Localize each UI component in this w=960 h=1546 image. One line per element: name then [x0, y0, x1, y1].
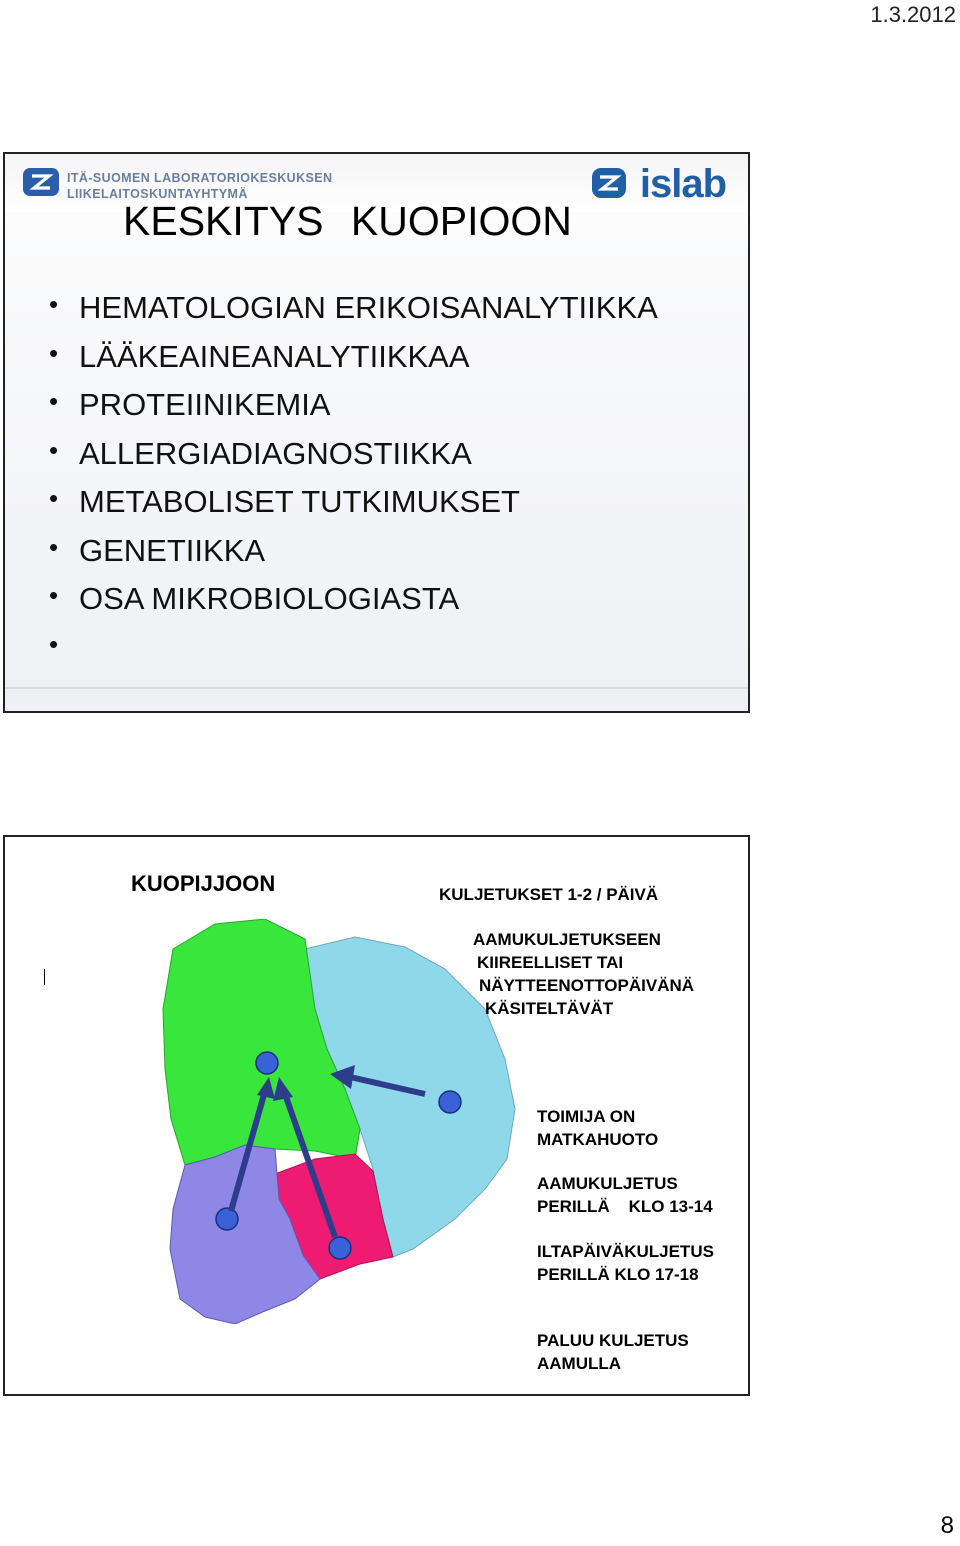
afternoon-arrival-note [537, 1240, 714, 1286]
map-marker-kuopio [256, 1052, 278, 1074]
bullet-item: • OSA MIKROBIOLOGIASTA [49, 581, 658, 630]
provider-note [537, 1105, 658, 1151]
bullet-item: • HEMATOLOGIAN ERIKOISANALYTIIKKA [49, 290, 658, 339]
return-transport-note [537, 1329, 689, 1375]
organization-name-line-2: LIIKELAITOSKUNTAYHTYMÄ [67, 187, 248, 201]
transport-frequency: KULJETUKSET 1-2 / PÄIVÄ [439, 885, 659, 904]
slide-heading: KUOPIJJOON [131, 871, 276, 896]
morning-line-2: KIIREELLISET TAI [477, 953, 624, 972]
map-marker-mikkeli [329, 1237, 351, 1259]
stray-mark [44, 969, 45, 985]
morning-arrival-line-2: PERILLÄ KLO 13-14 [537, 1197, 713, 1216]
bullet-list [49, 290, 658, 678]
return-line-2: AAMULLA [537, 1354, 622, 1373]
afternoon-line-1: ILTAPÄIVÄKULJETUS [537, 1242, 714, 1261]
morning-line-4: KÄSITELTÄVÄT [485, 999, 614, 1018]
bullet-item: • GENETIIKKA [49, 533, 658, 582]
slide-kuljetukset [3, 835, 750, 1396]
map-marker-joensuu [439, 1091, 461, 1113]
bullet-item: • PROTEIINIKEMIA [49, 387, 658, 436]
slide-keskitys [3, 152, 750, 713]
morning-arrival-line-1: AAMUKULJETUS [537, 1174, 678, 1193]
page-number: 8 [940, 1512, 954, 1539]
bullet-item: • LÄÄKEAINEANALYTIIKKAA [49, 339, 658, 388]
bullet-item: • METABOLISET TUTKIMUKSET [49, 484, 658, 533]
afternoon-line-2: PERILLÄ KLO 17-18 [537, 1265, 699, 1284]
return-line-1: PALUU KULJETUS [537, 1331, 689, 1350]
morning-line-3: NÄYTTEENOTTOPÄIVÄNÄ [479, 976, 695, 995]
morning-line-1: AAMUKULJETUKSEEN [473, 930, 661, 949]
bullet-item [49, 630, 658, 679]
organization-name-line-1: ITÄ-SUOMEN LABORATORIOKESKUKSEN [67, 171, 333, 185]
islab-wordmark: islab [639, 162, 726, 206]
provider-line-2: MATKAHUOTO [537, 1130, 659, 1149]
bullet-item: • ALLERGIADIAGNOSTIIKKA [49, 436, 658, 485]
slide-footer-line [5, 687, 748, 689]
morning-transport-note [473, 928, 694, 1020]
morning-arrival-note [537, 1172, 713, 1218]
map-marker-savonlinna [216, 1208, 238, 1230]
provider-line-1: TOIMIJA ON [537, 1107, 636, 1126]
islab-logo-icon [592, 168, 626, 198]
issakoon-logo-icon [23, 168, 59, 196]
slide-title: KESKITYS KUOPIOON [123, 198, 572, 244]
date-label: 1.3.2012 [870, 2, 956, 27]
